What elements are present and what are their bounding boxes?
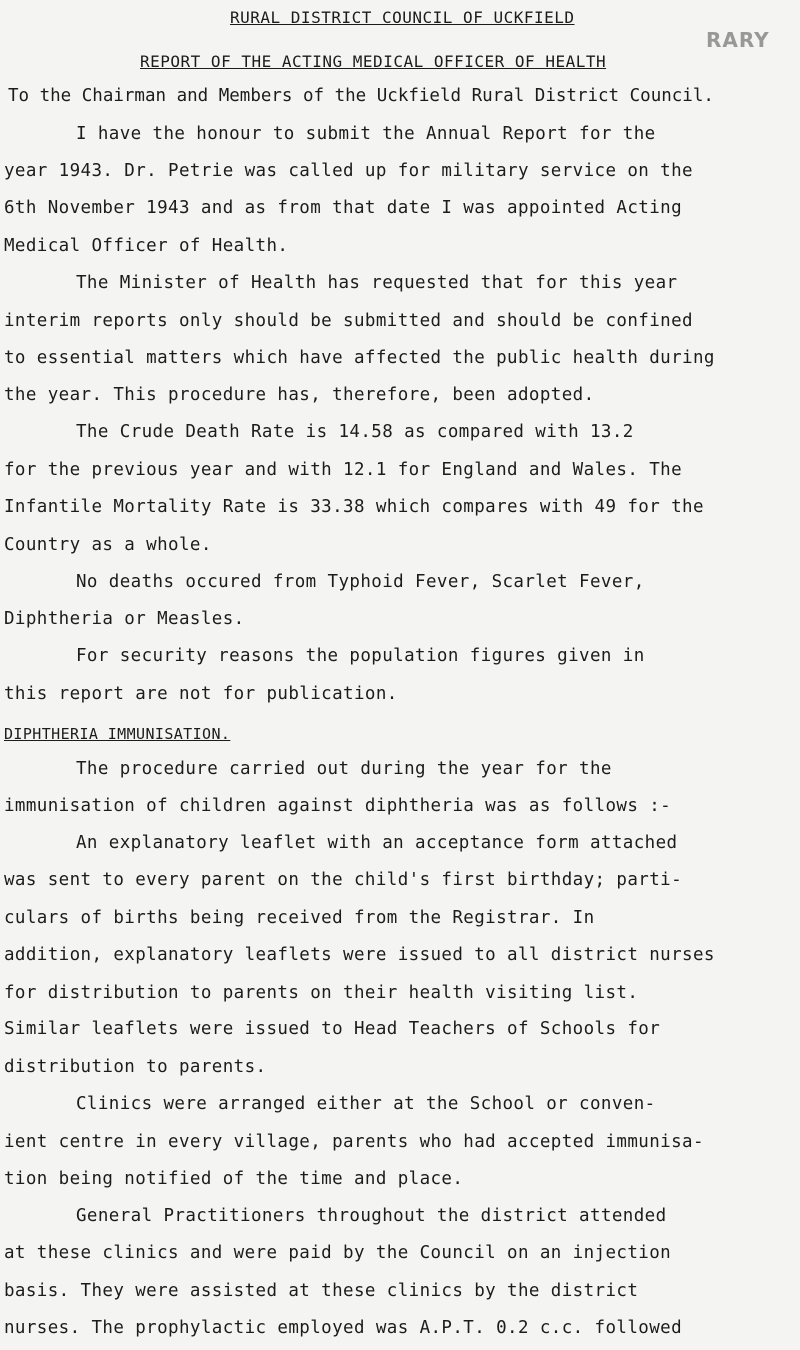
body-line: Infantile Mortality Rate is 33.38 which compares with 49 for the (4, 496, 704, 517)
body-line: For security reasons the population figures given in (76, 646, 645, 667)
section-heading: DIPHTHERIA IMMUNISATION. (4, 724, 231, 743)
library-stamp: RARY (706, 28, 770, 52)
body-line: Similar leaflets were issued to Head Teachers of Schools for (4, 1019, 661, 1040)
body-line: I have the honour to submit the Annual Report for the (76, 123, 656, 144)
body-line: Diphtheria or Measles. (4, 609, 245, 630)
body-line: nurses. The prophylactic employed was A.P.T. 0.2 c.c. followed (4, 1318, 683, 1338)
body-line: 6th November 1943 and as from that date I was appointed Acting (4, 198, 683, 219)
body-line: to essential matters which have affected the public health during (4, 347, 715, 368)
body-line: was sent to every parent on the child's first birthday; parti- (4, 870, 683, 891)
body-line: tion being notified of the time and place. (4, 1168, 464, 1189)
body-line: year 1943. Dr. Petrie was called up for military service on the (4, 161, 693, 182)
body-line: Country as a whole. (4, 534, 212, 555)
body-line: The procedure carried out during the year for the (76, 758, 612, 779)
body-line: this report are not for publication. (4, 683, 398, 704)
body-line: distribution to parents. (4, 1057, 267, 1078)
salutation: To the Chairman and Members of the Uckfield Rural District Council. (8, 86, 714, 106)
body-line: immunisation of children against diphtheria was as follows :- (4, 795, 672, 816)
body-line: General Practitioners throughout the district attended (76, 1206, 667, 1227)
body-line: Clinics were arranged either at the School or conven- (76, 1094, 656, 1115)
body-line: An explanatory leaflet with an acceptance form attached (76, 833, 678, 854)
report-heading: REPORT OF THE ACTING MEDICAL OFFICER OF HEALTH (140, 52, 607, 71)
body-line: for distribution to parents on their health visiting list. (4, 982, 639, 1003)
body-line: addition, explanatory leaflets were issued to all district nurses (4, 944, 715, 965)
body-line: ient centre in every village, parents who had accepted immunisa- (4, 1131, 704, 1152)
body-line: No deaths occured from Typhoid Fever, Scarlet Fever, (76, 571, 645, 592)
body-line: Medical Officer of Health. (4, 236, 289, 257)
body-line: for the previous year and with 12.1 for England and Wales. The (4, 460, 683, 480)
council-heading: RURAL DISTRICT COUNCIL OF UCKFIELD (230, 8, 575, 27)
body-line: culars of births being received from the Registrar. In (4, 907, 595, 928)
body-line: The Minister of Health has requested that for this year (76, 273, 678, 293)
body-line: at these clinics and were paid by the Council on an injection (4, 1243, 672, 1264)
body-line: the year. This procedure has, therefore, been adopted. (4, 385, 595, 406)
body-line: interim reports only should be submitted and should be confined (4, 310, 693, 331)
body-line: The Crude Death Rate is 14.58 as compared with 13.2 (76, 422, 634, 443)
body-line: basis. They were assisted at these clinics by the district (4, 1281, 639, 1302)
